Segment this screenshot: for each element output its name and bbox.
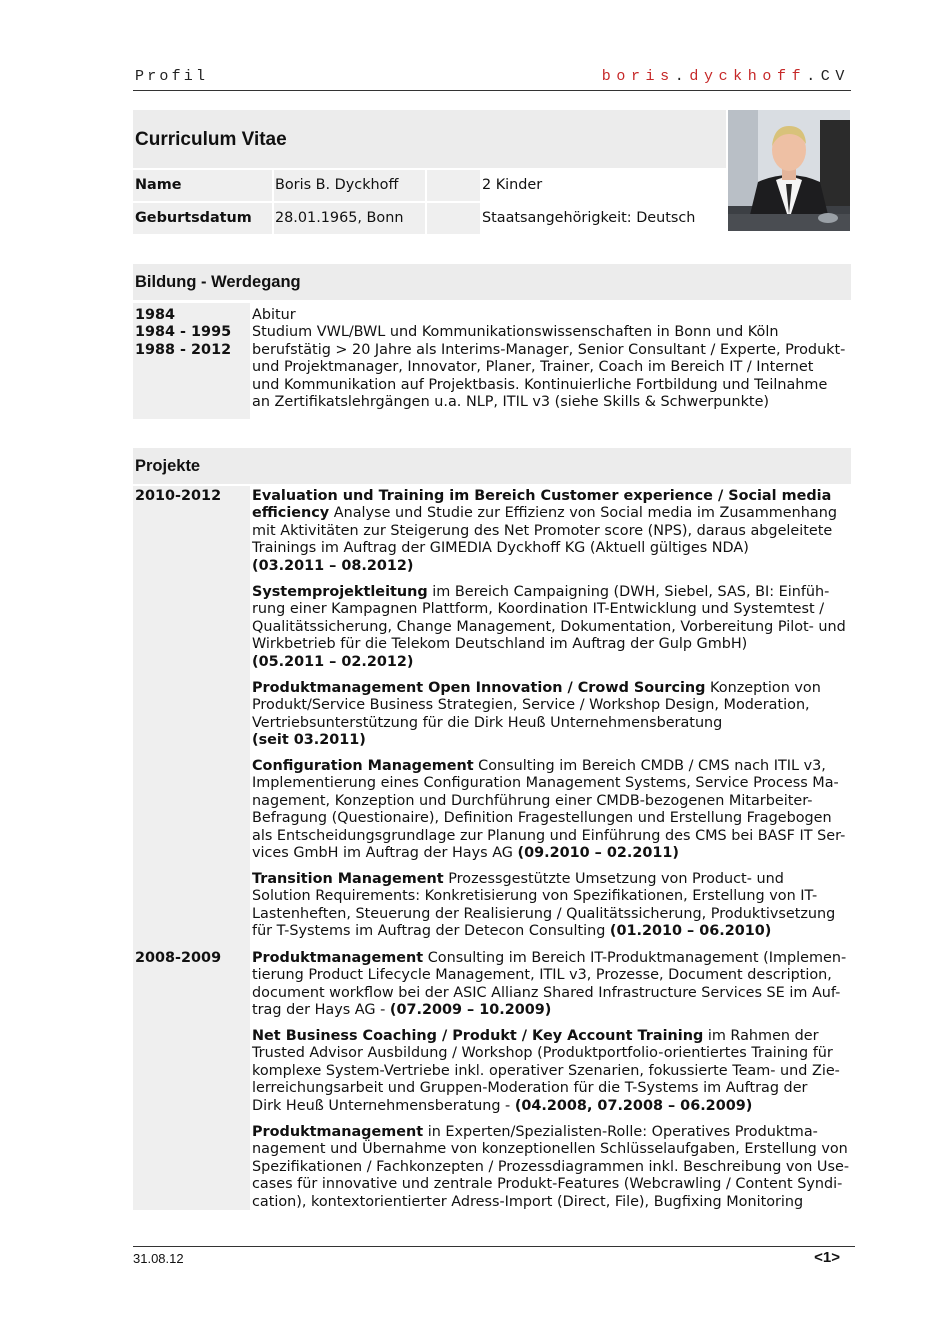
project-text: in Experten/Spezialisten-Rolle: Operatives Produktma- [423, 1124, 818, 1140]
project-text: Qualitätssicherung, Change Management, Dokumentation, Vorbereitung Pilot- und [252, 618, 846, 635]
header-part-cv: .CV [806, 68, 850, 85]
project-text: Implementierung eines Configuration Management Systems, Service Process Ma- [252, 775, 839, 792]
project-line [252, 1045, 852, 1062]
project-line [252, 1028, 852, 1045]
project-line [252, 793, 852, 810]
project-text: Wirkbetrieb für die Telekom Deutschland im Auftrag der Gulp GmbH) [252, 636, 748, 653]
project-text: trag der Hays AG - [252, 1002, 390, 1019]
project-text: vices GmbH im Auftrag der Hays AG [252, 845, 518, 862]
project-line [252, 636, 852, 653]
project-text-bold: Systemprojektleitung [252, 584, 428, 600]
project-text: im Bereich Campaigning (DWH, Siebel, SAS, BI: Einfüh- [427, 584, 830, 600]
bildung-text [252, 307, 852, 411]
footer-divider [133, 1246, 855, 1247]
project-text: nagement und Übernahme von konzeptionellen Schlüsselaufgaben, Erstellung von [252, 1141, 848, 1158]
project-text-bold: Configuration Management [252, 758, 474, 774]
project-text-bold: (seit 03.2011) [252, 732, 366, 749]
bildung-line: und Projektmanager, Innovator, Planer, Trainer, Coach im Bereich IT / Internet [252, 359, 814, 376]
project-text-bold: (01.2010 – 06.2010) [609, 923, 772, 940]
name-value: Boris B. Dyckhoff [275, 177, 399, 193]
project-line [252, 1002, 852, 1019]
project-text: document workflow bei der ASIC Allianz Shared Infrastructure Services SE im Auf- [252, 984, 841, 1001]
project-line [252, 1063, 852, 1080]
project-line [252, 758, 852, 775]
bildung-section-title: Bildung - Werdegang [135, 273, 301, 291]
project-line [252, 654, 852, 671]
project-text: Konzeption von [705, 680, 821, 696]
project-line [252, 1098, 852, 1115]
nationality-value: Staatsangehörigkeit: Deutsch [482, 210, 696, 226]
project-line [252, 488, 852, 505]
project-text: cases für innovative und zentrale Produkt-Features (Webcrawling / Content Syndi- [252, 1176, 843, 1193]
project-entry [252, 758, 852, 862]
project-text: Solution Requirements: Konkretisierung von Spezifikationen, Erstellung von IT- [252, 888, 818, 905]
project-line [252, 871, 852, 888]
project-line [252, 732, 852, 749]
projekte-section-bar [133, 448, 851, 484]
project-entry [252, 584, 852, 671]
project-text: Produkt/Service Business Strategien, Service / Workshop Design, Moderation, [252, 697, 810, 714]
project-entry [252, 1124, 852, 1211]
project-text-bold: efficiency [252, 505, 330, 522]
project-text: Trusted Advisor Ausbildung / Workshop (Produktportfolio-orientiertes Training für [252, 1045, 833, 1062]
project-text-bold: (09.2010 – 02.2011) [517, 845, 679, 862]
birth-spacer-cell [427, 203, 480, 234]
project-line [252, 1080, 852, 1097]
bildung-year: 1984 [135, 307, 176, 323]
projekte-period-column [133, 486, 250, 1210]
project-line [252, 505, 852, 522]
project-text: Consulting im Bereich CMDB / CMS nach ITIL v3, [473, 758, 826, 774]
project-text: Vertriebsunterstützung für die Dirk Heuß Unternehmensberatung [252, 714, 723, 731]
project-text: Spezifikationen / Fachkonzepten / Prozessdiagrammen inkl. Beschreibung von Use- [252, 1158, 850, 1175]
project-text: Trainings im Auftrag der GIMEDIA Dyckhoff KG (Aktuell gültiges NDA) [252, 540, 749, 557]
header-cv-label [602, 68, 850, 85]
project-text: im Rahmen der [703, 1028, 819, 1044]
project-line [252, 715, 852, 732]
project-line [252, 523, 852, 540]
project-text-bold: Net Business Coaching / Produkt / Key Account Training [252, 1028, 704, 1044]
project-line [252, 601, 852, 618]
project-line [252, 619, 852, 636]
period-label-2010-2012: 2010-2012 [135, 488, 222, 504]
project-text: tierung Product Lifecycle Management, ITIL v3, Prozesse, Document description, [252, 967, 832, 984]
children-value: 2 Kinder [482, 177, 543, 193]
bildung-line: an Zertifikatslehrgängen u.a. NLP, ITIL v3 (siehe Skills & Schwerpunkte) [252, 394, 770, 411]
project-line [252, 985, 852, 1002]
project-text: lerreichungsarbeit und Gruppen-Moderation für die T-Systems im Auftrag der [252, 1080, 808, 1097]
project-text: nagement, Konzeption und Durchführung einer CMDB-bezogenen Mitarbeiter- [252, 792, 813, 809]
project-text: Lastenheften, Steuerung der Realisierung / Qualitätssicherung, Produktivsetzung [252, 905, 836, 922]
header-part-boris: boris [601, 68, 675, 85]
project-line [252, 697, 852, 714]
project-text-bold: (05.2011 – 02.2012) [252, 653, 414, 670]
project-line [252, 680, 852, 697]
project-line [252, 558, 852, 575]
header-divider [133, 90, 851, 91]
project-text: komplexe System-Vertriebe inkl. operativer Szenarien, fokussierte Team- und Zie- [252, 1062, 840, 1079]
header-part-dyckhoff: dyckhoff [689, 68, 807, 85]
birth-label: Geburtsdatum [135, 210, 252, 226]
project-text-bold: (03.2011 – 08.2012) [252, 557, 414, 574]
name-spacer-cell [427, 170, 480, 201]
header-profile-label: Profil [135, 68, 209, 85]
project-text: Analyse und Studie zur Effizienz von Social media im Zusammenhang [329, 505, 837, 522]
project-line [252, 845, 852, 862]
project-line [252, 1159, 852, 1176]
page-number: <1> [814, 1249, 840, 1266]
project-entry [252, 871, 852, 941]
project-line [252, 1124, 852, 1141]
project-line [252, 540, 852, 557]
name-label: Name [135, 177, 182, 193]
project-entry [252, 1028, 852, 1115]
project-line [252, 1176, 852, 1193]
portrait-photo [728, 110, 850, 231]
bildung-line: Studium VWL/BWL und Kommunikationswissenschaften in Bonn und Köln [252, 324, 779, 341]
project-text-bold: Produktmanagement [252, 1124, 424, 1140]
project-line [252, 828, 852, 845]
project-entry [252, 488, 852, 575]
footer-date: 31.08.12 [133, 1251, 184, 1266]
project-line [252, 950, 852, 967]
project-text-bold: Produktmanagement Open Innovation / Crowd Sourcing [252, 680, 706, 696]
project-entry [252, 950, 852, 1020]
project-text: mit Aktivitäten zur Steigerung des Net Promoter score (NPS), daraus abgeleitete [252, 522, 833, 539]
project-text: für T-Systems im Auftrag der Detecon Consulting [252, 923, 610, 940]
project-line [252, 810, 852, 827]
project-line [252, 584, 852, 601]
period-label-2008-2009: 2008-2009 [135, 950, 222, 966]
birth-value: 28.01.1965, Bonn [275, 210, 404, 226]
project-text-bold: Evaluation und Training im Bereich Customer experience / Social media [252, 488, 832, 504]
project-line [252, 1194, 852, 1211]
project-line [252, 967, 852, 984]
project-text: als Entscheidungsgrundlage zur Planung und Einführung des CMS bei BASF IT Ser- [252, 827, 846, 844]
project-line [252, 923, 852, 940]
project-text-bold: (07.2009 – 10.2009) [389, 1002, 552, 1019]
bildung-years [135, 307, 231, 359]
project-text: cation), kontextorientierter Adress-Import (Direct, File), Bugfixing Monitoring [252, 1193, 804, 1210]
project-text: rung einer Kampagnen Plattform, Koordination IT-Entwicklung und Systemtest / [252, 601, 825, 618]
portrait-illustration [728, 110, 850, 231]
project-text: Prozessgestützte Umsetzung von Product- und [443, 871, 784, 887]
project-text: Dirk Heuß Unternehmensberatung - [252, 1097, 515, 1114]
project-line [252, 1141, 852, 1158]
project-text-bold: Transition Management [252, 871, 444, 887]
header-part-dot: . [674, 68, 690, 85]
project-text-bold: Produktmanagement [252, 950, 424, 966]
bildung-year: 1984 - 1995 [135, 324, 232, 341]
bildung-year: 1988 - 2012 [135, 341, 232, 358]
project-text: Consulting im Bereich IT-Produktmanagement (Implemen- [423, 950, 847, 966]
cv-title: Curriculum Vitae [135, 129, 287, 150]
bildung-line: Abitur [252, 307, 296, 323]
bildung-line: berufstätig > 20 Jahre als Interims-Manager, Senior Consultant / Experte, Produkt- [252, 341, 846, 358]
bildung-line: und Kommunikation auf Projektbasis. Kontinuierliche Fortbildung und Teilnahme [252, 376, 828, 393]
project-line [252, 888, 852, 905]
project-line [252, 906, 852, 923]
project-line [252, 775, 852, 792]
project-entry [252, 680, 852, 750]
project-text: Befragung (Questionaire), Definition Fragestellungen und Erstellung Fragebogen [252, 810, 832, 827]
project-text-bold: (04.2008, 07.2008 – 06.2009) [514, 1097, 753, 1114]
projekte-section-title: Projekte [135, 457, 201, 475]
